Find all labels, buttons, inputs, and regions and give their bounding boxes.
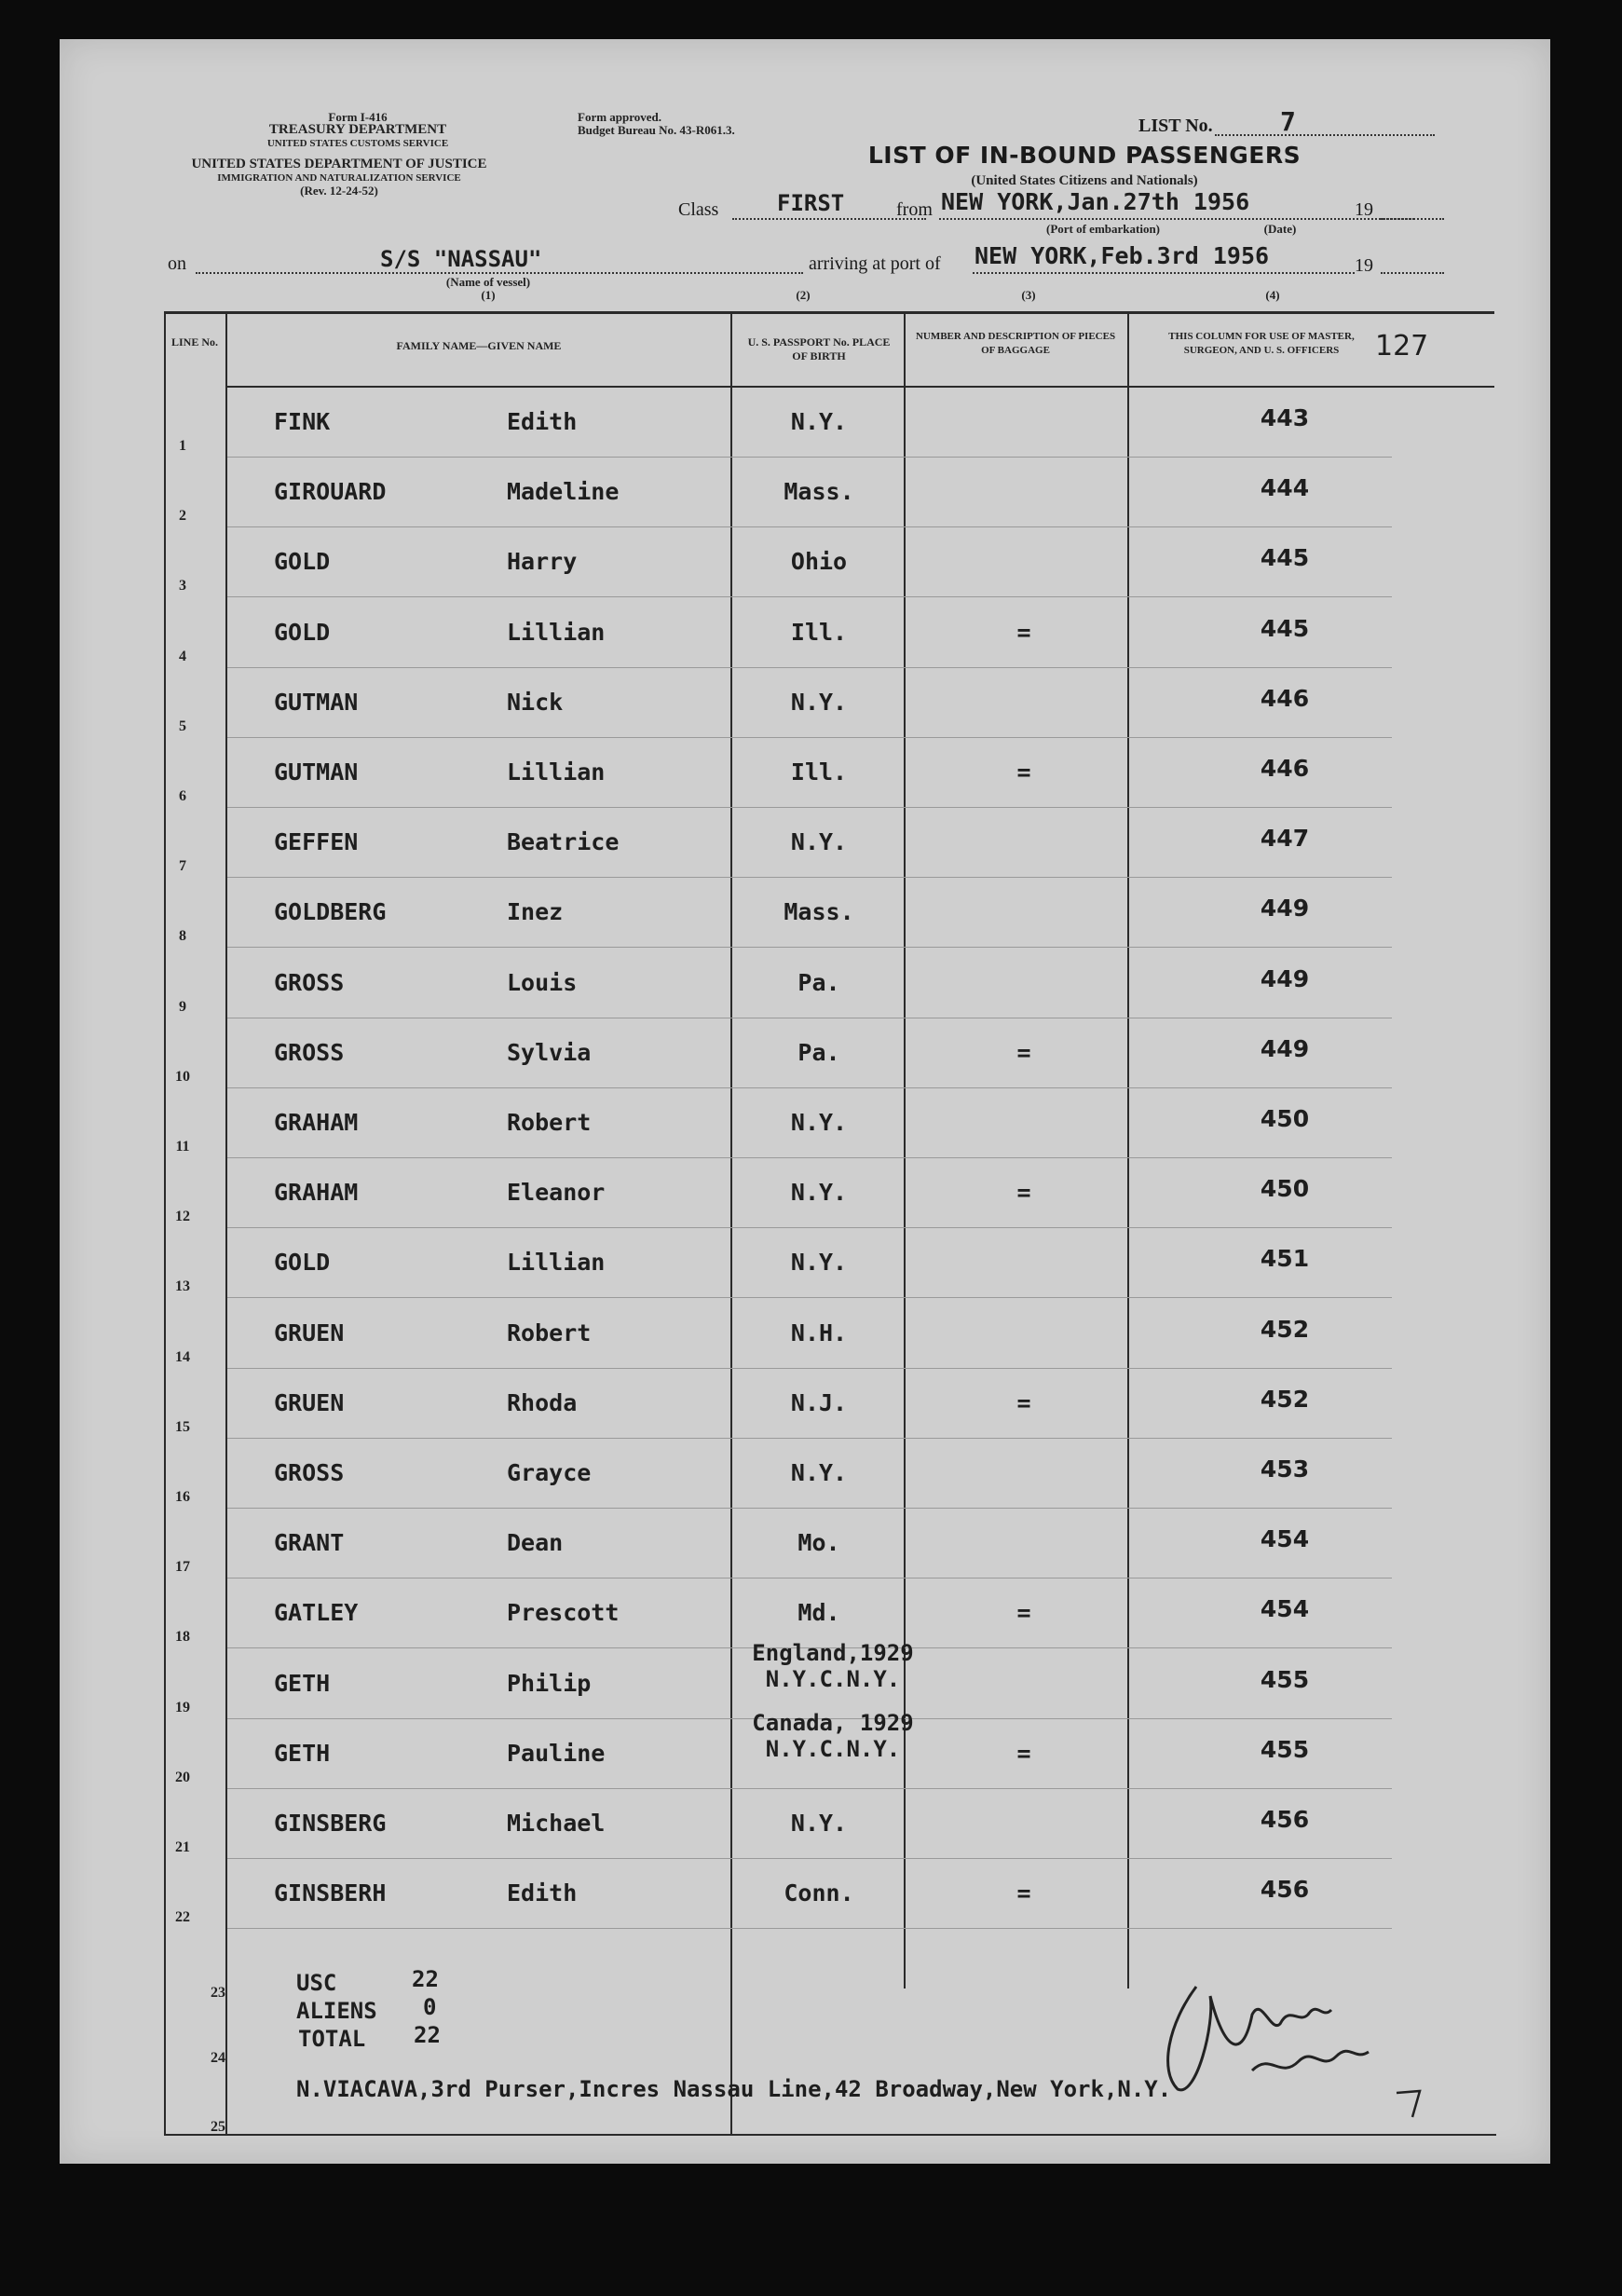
- officer-number: 446: [1260, 755, 1310, 782]
- given-name: Robert: [507, 1109, 592, 1136]
- table-row: [60, 1791, 1448, 1861]
- given-name: Philip: [507, 1669, 592, 1697]
- port-embark-caption: (Port of embarkation): [1045, 222, 1161, 236]
- col-ref-3: (3): [1021, 288, 1036, 302]
- line-number: 10: [175, 1068, 190, 1085]
- family-name: GRAHAM: [274, 1109, 359, 1136]
- given-name: Pauline: [507, 1739, 606, 1767]
- line-number: 9: [179, 998, 186, 1015]
- row-rule: [227, 1928, 1392, 1929]
- line-23: 23: [211, 1985, 225, 2001]
- officer-number: 445: [1260, 614, 1310, 642]
- col-ref-4: (4): [1265, 288, 1280, 302]
- row-rule: [227, 526, 1392, 527]
- col-header-name: FAMILY NAME—GIVEN NAME: [396, 339, 562, 352]
- from-value: NEW YORK,Jan.27th 1956: [941, 188, 1250, 215]
- table-row: [60, 740, 1448, 810]
- officer-signature: [1159, 1968, 1401, 2108]
- total-count: 22: [414, 2022, 441, 2048]
- vessel-name: S/S "NASSAU": [380, 246, 542, 272]
- table-row: [60, 529, 1448, 599]
- place-of-birth: N.H.: [790, 1319, 848, 1346]
- officer-number: 452: [1260, 1315, 1310, 1343]
- officer-number: 455: [1260, 1735, 1310, 1763]
- family-name: GETH: [274, 1739, 331, 1767]
- family-name: GOLD: [274, 1249, 331, 1277]
- family-name: GROSS: [274, 968, 345, 996]
- place-of-birth: Mass.: [784, 898, 854, 926]
- table-row: [60, 1230, 1448, 1300]
- table-row: [60, 1020, 1448, 1090]
- table-bottom-rule: [164, 2134, 1496, 2136]
- page-title: LIST OF IN-BOUND PASSENGERS: [867, 142, 1302, 169]
- row-rule: [227, 1508, 1392, 1509]
- revision: (Rev. 12-24-52): [300, 184, 378, 198]
- row-rule: [227, 1157, 1392, 1158]
- officer-number: 450: [1260, 1105, 1310, 1132]
- place-of-birth-line2: N.Y.C.N.Y.: [765, 1665, 901, 1692]
- place-of-birth: Ill.: [790, 758, 848, 786]
- place-of-birth: Ohio: [790, 548, 848, 576]
- place-of-birth: N.J.: [790, 1388, 848, 1416]
- date-caption: (Date): [1263, 222, 1297, 236]
- usc-count: 22: [412, 1966, 439, 1992]
- table-row: [60, 459, 1448, 529]
- year-one-line: [1381, 218, 1444, 220]
- table-row: [60, 670, 1448, 740]
- officer-number: 454: [1260, 1595, 1310, 1623]
- row-rule: [227, 1297, 1392, 1298]
- line-number: 2: [179, 508, 186, 525]
- baggage-count: =: [1016, 758, 1031, 786]
- line-number: 20: [175, 1769, 190, 1785]
- manifest-page: [60, 39, 1550, 2164]
- given-name: Inez: [507, 898, 564, 926]
- family-name: GROSS: [274, 1038, 345, 1066]
- header-rule: [225, 386, 1494, 388]
- given-name: Edith: [507, 1879, 578, 1907]
- given-name: Rhoda: [507, 1388, 578, 1416]
- given-name: Prescott: [507, 1599, 620, 1627]
- baggage-count: =: [1016, 618, 1031, 646]
- col-ref-1: (1): [481, 288, 496, 302]
- family-name: GRAHAM: [274, 1179, 359, 1207]
- table-row: [60, 1371, 1448, 1441]
- officer-number: 452: [1260, 1385, 1310, 1413]
- given-name: Edith: [507, 408, 578, 435]
- given-name: Madeline: [507, 478, 620, 506]
- class-label: Class: [678, 199, 719, 220]
- given-name: Lillian: [507, 1249, 606, 1277]
- line-25: 25: [211, 2119, 225, 2135]
- col-header-officers: THIS COLUMN FOR USE OF MASTER, SURGEON, AND U. S. OFFICERS: [1168, 331, 1355, 356]
- table-row: [60, 1709, 1448, 1791]
- line-number: 19: [175, 1699, 190, 1715]
- place-of-birth: N.Y.: [790, 688, 848, 716]
- from-line: [939, 218, 1414, 220]
- form-approved: Form approved.: [578, 110, 662, 124]
- given-name: Harry: [507, 548, 578, 576]
- officer-number: 447: [1260, 825, 1310, 853]
- officer-number: 449: [1260, 964, 1310, 992]
- given-name: Sylvia: [507, 1038, 592, 1066]
- family-name: GEFFEN: [274, 828, 359, 856]
- place-of-birth: N.Y.: [790, 1459, 848, 1486]
- place-of-birth: N.Y.: [790, 408, 848, 435]
- col-ref-2: (2): [796, 288, 811, 302]
- officer-number: 454: [1260, 1525, 1310, 1553]
- family-name: FINK: [274, 408, 331, 435]
- arriving-value: NEW YORK,Feb.3rd 1956: [975, 242, 1270, 269]
- row-rule: [227, 457, 1392, 458]
- line-number: 21: [175, 1839, 190, 1855]
- family-name: GOLD: [274, 618, 331, 646]
- given-name: Louis: [507, 968, 578, 996]
- baggage-count: =: [1016, 1038, 1031, 1066]
- place-of-birth: N.Y.: [790, 828, 848, 856]
- row-rule: [227, 1858, 1392, 1859]
- table-row: [60, 1160, 1448, 1230]
- family-name: GOLD: [274, 548, 331, 576]
- usc-label: USC: [296, 1970, 337, 1996]
- purser-line: N.VIACAVA,3rd Purser,Incres Nassau Line,42 Broadway,New York,N.Y.: [296, 2076, 1172, 2102]
- place-of-birth: Conn.: [784, 1879, 854, 1907]
- place-of-birth: N.Y.: [790, 1810, 848, 1837]
- officer-number: 456: [1260, 1806, 1310, 1833]
- family-name: GROSS: [274, 1459, 345, 1486]
- family-name: GATLEY: [274, 1599, 359, 1627]
- baggage-count: =: [1016, 1879, 1031, 1907]
- line-number: 7: [179, 858, 186, 875]
- family-name: GIROUARD: [274, 478, 387, 506]
- officer-number: 453: [1260, 1456, 1310, 1483]
- given-name: Grayce: [507, 1459, 592, 1486]
- row-rule: [227, 1227, 1392, 1228]
- form-number: Form I-416: [328, 110, 388, 124]
- place-of-birth: N.Y.: [790, 1109, 848, 1136]
- line-number: 8: [179, 928, 186, 945]
- line-number: 6: [179, 788, 186, 804]
- given-name: Michael: [507, 1810, 606, 1837]
- officer-number: 443: [1260, 404, 1310, 431]
- place-of-birth: Canada, 1929: [752, 1709, 914, 1736]
- place-of-birth: Mo.: [797, 1529, 840, 1557]
- row-rule: [227, 947, 1392, 948]
- year-two: 19: [1355, 255, 1373, 276]
- family-name: GINSBERH: [274, 1879, 387, 1907]
- justice-dept: UNITED STATES DEPARTMENT OF JUSTICE: [191, 157, 487, 171]
- place-of-birth: N.Y.: [790, 1249, 848, 1277]
- from-label: from: [896, 199, 933, 220]
- class-value: FIRST: [777, 190, 845, 216]
- place-of-birth: Mass.: [784, 478, 854, 506]
- list-no-label: LIST No.: [1138, 116, 1213, 136]
- treasury-dept: TREASURY DEPARTMENT: [268, 122, 447, 137]
- place-of-birth: England,1929: [752, 1639, 914, 1666]
- row-rule: [227, 1368, 1392, 1369]
- aliens-count: 0: [423, 1994, 437, 2020]
- row-rule: [227, 596, 1392, 597]
- family-name: GINSBERG: [274, 1810, 387, 1837]
- family-name: GUTMAN: [274, 758, 359, 786]
- family-name: GRUEN: [274, 1388, 345, 1416]
- line-number: 22: [175, 1909, 190, 1926]
- officer-number: 451: [1260, 1245, 1310, 1273]
- given-name: Nick: [507, 688, 564, 716]
- line-number: 11: [175, 1139, 190, 1155]
- officer-number: 449: [1260, 1034, 1310, 1062]
- officer-number: 450: [1260, 1175, 1310, 1203]
- table-row: [60, 880, 1448, 950]
- officer-number: 455: [1260, 1665, 1310, 1693]
- table-row: [60, 950, 1448, 1020]
- baggage-count: =: [1016, 1388, 1031, 1416]
- line-number: 17: [175, 1559, 190, 1576]
- line-number: 12: [175, 1209, 190, 1225]
- given-name: Lillian: [507, 618, 606, 646]
- list-no-line: [1215, 134, 1435, 136]
- row-rule: [227, 1087, 1392, 1088]
- total-label: TOTAL: [298, 2026, 366, 2052]
- baggage-count: =: [1016, 1179, 1031, 1207]
- on-label: on: [168, 253, 186, 274]
- list-no-value: 7: [1280, 106, 1296, 137]
- table-row: [60, 390, 1448, 459]
- officer-number: 445: [1260, 544, 1310, 572]
- place-of-birth-line2: N.Y.C.N.Y.: [765, 1735, 901, 1762]
- baggage-count: =: [1016, 1739, 1031, 1767]
- place-of-birth: Md.: [797, 1599, 840, 1627]
- officer-number: 449: [1260, 895, 1310, 922]
- pen-mark: [1392, 2085, 1429, 2123]
- col-header-baggage: NUMBER AND DESCRIPTION OF PIECES OF BAGGAGE: [915, 331, 1116, 356]
- customs-service: UNITED STATES CUSTOMS SERVICE: [266, 138, 449, 149]
- table-row: [60, 1510, 1448, 1580]
- vessel-line: [196, 272, 803, 274]
- place-of-birth: N.Y.: [790, 1179, 848, 1207]
- page-subtitle: (United States Citizens and Nationals): [971, 173, 1198, 188]
- given-name: Eleanor: [507, 1179, 606, 1207]
- line-number: 18: [175, 1629, 190, 1646]
- line-number: 4: [179, 648, 186, 664]
- table-row: [60, 1441, 1448, 1510]
- baggage-count: =: [1016, 1599, 1031, 1627]
- vessel-caption: (Name of vessel): [445, 275, 531, 289]
- arriving-label: arriving at port of: [809, 253, 941, 274]
- row-rule: [227, 807, 1392, 808]
- row-rule: [227, 667, 1392, 668]
- ins-service: IMMIGRATION AND NATURALIZATION SERVICE: [217, 172, 461, 184]
- given-name: Dean: [507, 1529, 564, 1557]
- place-of-birth: Pa.: [797, 1038, 840, 1066]
- budget-bureau: Budget Bureau No. 43-R061.3.: [578, 123, 735, 137]
- row-rule: [227, 1438, 1392, 1439]
- line-number: 5: [179, 718, 186, 734]
- col-header-passport: U. S. PASSPORT No. PLACE OF BIRTH: [747, 335, 891, 362]
- table-row: [60, 1090, 1448, 1160]
- family-name: GRANT: [274, 1529, 345, 1557]
- line-number: 16: [175, 1489, 190, 1505]
- line-number: 1: [179, 438, 186, 454]
- line-number: 14: [175, 1348, 190, 1365]
- place-of-birth: Ill.: [790, 618, 848, 646]
- table-row: [60, 1301, 1448, 1371]
- year-two-line: [1381, 272, 1444, 274]
- row-rule: [227, 877, 1392, 878]
- line-number: 15: [175, 1418, 190, 1435]
- arriving-line: [973, 272, 1355, 274]
- line-number: 13: [175, 1278, 190, 1295]
- table-top-rule: [164, 311, 1494, 314]
- table-row: [60, 600, 1448, 670]
- aliens-label: ALIENS: [296, 1998, 377, 2024]
- officer-number: 444: [1260, 474, 1310, 502]
- officer-number: 456: [1260, 1876, 1310, 1904]
- given-name: Robert: [507, 1319, 592, 1346]
- family-name: GETH: [274, 1669, 331, 1697]
- family-name: GUTMAN: [274, 688, 359, 716]
- family-name: GOLDBERG: [274, 898, 387, 926]
- row-rule: [227, 1788, 1392, 1789]
- family-name: GRUEN: [274, 1319, 345, 1346]
- table-row: [60, 810, 1448, 880]
- officer-number: 446: [1260, 684, 1310, 712]
- row-rule: [227, 737, 1392, 738]
- year-one: 19: [1355, 199, 1373, 220]
- given-name: Lillian: [507, 758, 606, 786]
- col-header-line: LINE No.: [170, 335, 218, 348]
- table-row: [60, 1861, 1448, 1931]
- given-name: Beatrice: [507, 828, 620, 856]
- line-number: 3: [179, 578, 186, 594]
- place-of-birth: Pa.: [797, 968, 840, 996]
- page-number: 127: [1375, 330, 1429, 362]
- line-24: 24: [211, 2050, 225, 2066]
